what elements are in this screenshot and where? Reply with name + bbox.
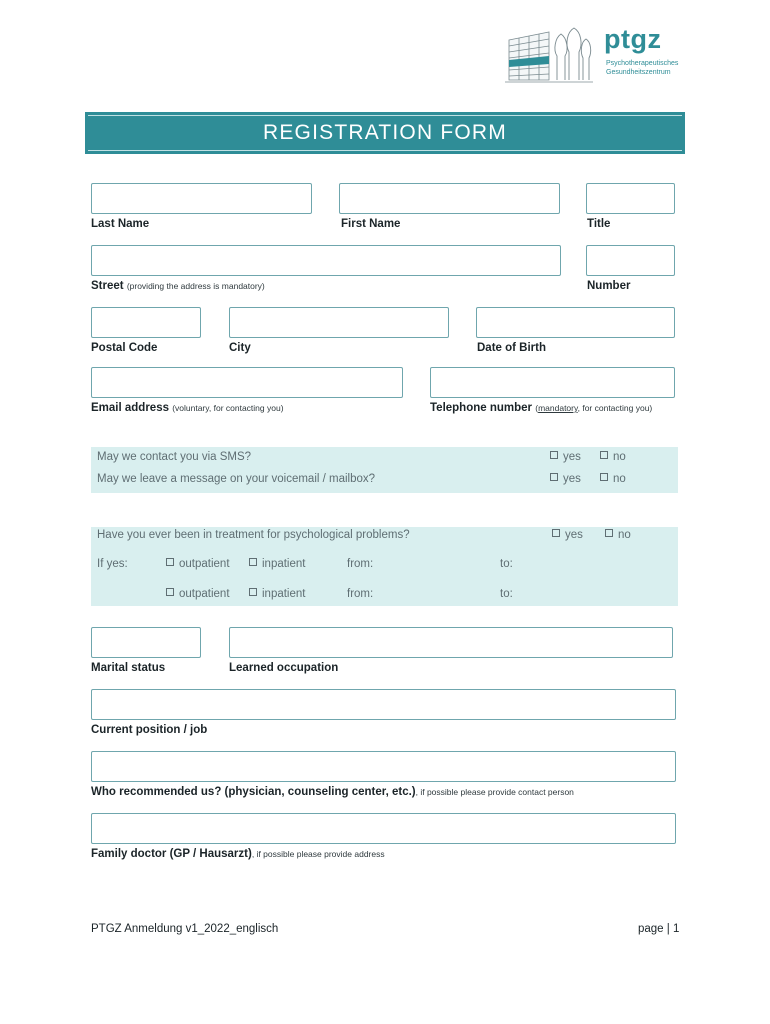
sms-question: May we contact you via SMS?: [97, 451, 252, 463]
checkbox-icon[interactable]: [166, 558, 174, 566]
checkbox-icon[interactable]: [600, 451, 608, 459]
first-name-field[interactable]: [339, 183, 560, 214]
logo-name: ptgz: [604, 24, 662, 54]
date-of-birth-field[interactable]: [476, 307, 675, 338]
checkbox-icon[interactable]: [249, 588, 257, 596]
treatment-2-outpatient-option[interactable]: outpatient: [166, 588, 230, 600]
postal-code-label: Postal Code: [91, 342, 158, 354]
postal-code-field[interactable]: [91, 307, 201, 338]
current-position-field[interactable]: [91, 689, 676, 720]
treatment-2-from-label: from:: [347, 588, 374, 600]
telephone-label: [430, 402, 652, 414]
street-label-text: Street: [91, 280, 124, 292]
street-field[interactable]: [91, 245, 561, 276]
form-title: REGISTRATION FORM: [88, 115, 682, 151]
marital-status-field[interactable]: [91, 627, 201, 658]
street-label-note: (providing the address is mandatory): [126, 281, 265, 291]
treatment-yes-option[interactable]: yes: [552, 529, 583, 541]
checkbox-icon[interactable]: [600, 473, 608, 481]
last-name-field[interactable]: [91, 183, 312, 214]
form-title-bar: [85, 112, 685, 154]
treatment-1-outpatient-option[interactable]: outpatient: [166, 558, 230, 570]
street-label: [91, 280, 265, 292]
treatment-1-inpatient-option[interactable]: inpatient: [249, 558, 305, 570]
checkbox-icon[interactable]: [550, 451, 558, 459]
email-field[interactable]: [91, 367, 403, 398]
number-field[interactable]: [586, 245, 675, 276]
telephone-note-mandatory: mandatory: [538, 403, 578, 413]
treatment-1-from-label: from:: [347, 558, 374, 570]
email-label-text: Email address: [91, 402, 169, 414]
number-label: Number: [587, 280, 631, 292]
date-of-birth-label: Date of Birth: [477, 342, 546, 354]
telephone-note-open: (: [535, 403, 539, 413]
treatment-question: Have you ever been in treatment for psychological problems?: [97, 529, 410, 541]
first-name-label: First Name: [341, 218, 401, 230]
marital-status-label: Marital status: [91, 662, 166, 674]
recommended-by-text: Who recommended us? (physician, counseling center, etc.): [91, 786, 416, 798]
telephone-note-rest: , for contacting you): [577, 403, 653, 413]
checkbox-icon[interactable]: [552, 529, 560, 537]
title-field[interactable]: [586, 183, 675, 214]
logo-subtitle-1: Psychotherapeutisches: [606, 60, 679, 67]
recommended-by-note: , if possible please provide contact person: [415, 787, 574, 797]
sms-yes-option[interactable]: yes: [550, 451, 581, 463]
checkbox-icon[interactable]: [605, 529, 613, 537]
email-label: [91, 402, 284, 414]
family-doctor-text: Family doctor (GP / Hausarzt): [91, 848, 252, 860]
voicemail-yes-option[interactable]: yes: [550, 473, 581, 485]
last-name-label: Last Name: [91, 218, 150, 230]
voicemail-no-option[interactable]: no: [600, 473, 626, 485]
recommended-by-label: [91, 786, 574, 798]
city-field[interactable]: [229, 307, 449, 338]
treatment-2-inpatient-option[interactable]: inpatient: [249, 588, 305, 600]
telephone-label-text: Telephone number: [430, 402, 533, 414]
current-position-label: Current position / job: [91, 724, 208, 736]
checkbox-icon[interactable]: [166, 588, 174, 596]
logo-subtitle-2: Gesundheitszentrum: [606, 69, 671, 76]
family-doctor-note: , if possible please provide address: [251, 849, 385, 859]
logo: [500, 22, 680, 88]
checkbox-icon[interactable]: [550, 473, 558, 481]
family-doctor-label: [91, 848, 385, 860]
title-label: Title: [587, 218, 611, 230]
treatment-no-option[interactable]: no: [605, 529, 631, 541]
learned-occupation-field[interactable]: [229, 627, 673, 658]
if-yes-label: If yes:: [97, 558, 128, 570]
footer-page-number: page | 1: [638, 923, 680, 935]
treatment-1-to-label: to:: [500, 558, 513, 570]
recommended-by-field[interactable]: [91, 751, 676, 782]
email-label-note: (voluntary, for contacting you): [172, 403, 284, 413]
voicemail-question: May we leave a message on your voicemail / mailbox?: [97, 473, 376, 485]
footer-document-id: PTGZ Anmeldung v1_2022_englisch: [91, 923, 279, 935]
family-doctor-field[interactable]: [91, 813, 676, 844]
treatment-2-to-label: to:: [500, 588, 513, 600]
telephone-field[interactable]: [430, 367, 675, 398]
city-label: City: [229, 342, 251, 354]
logo-building-icon: [505, 26, 595, 86]
learned-occupation-label: Learned occupation: [229, 662, 339, 674]
checkbox-icon[interactable]: [249, 558, 257, 566]
sms-no-option[interactable]: no: [600, 451, 626, 463]
